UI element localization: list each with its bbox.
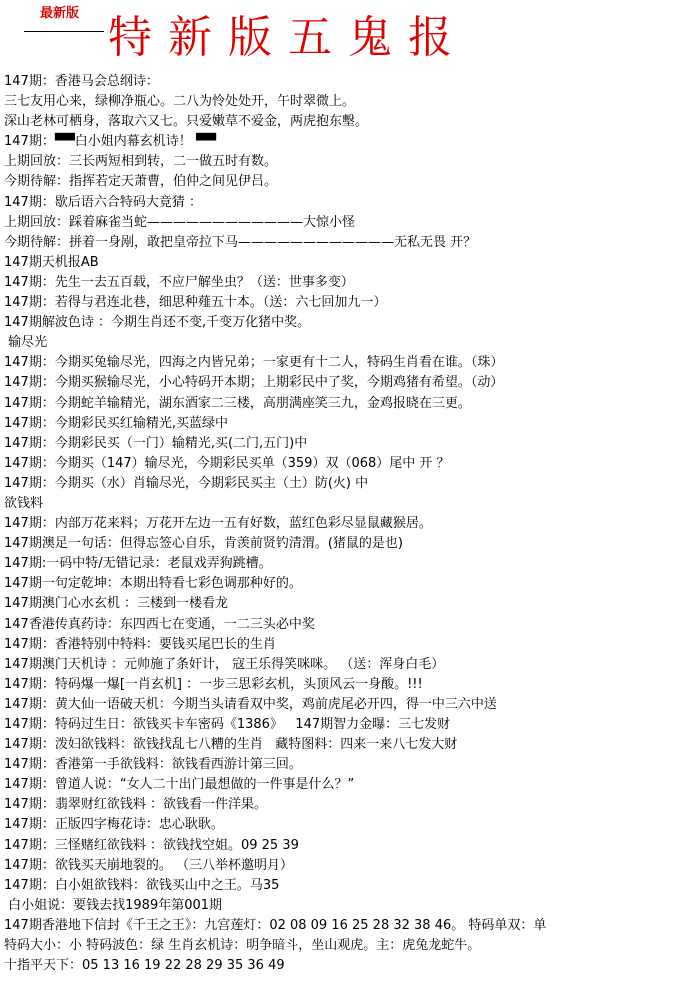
text-line: 输尽光 xyxy=(4,335,48,351)
text-line: 147期澳门心水玄机 ：三楼到一楼看龙 xyxy=(4,596,228,612)
badge-underline xyxy=(24,31,104,32)
text-line: 147期解波色诗 ：今期生肖还不变,千变万化猪中奖。 xyxy=(4,315,311,331)
text-line: 147期一句定乾坤：本期出特看七彩色调那种好的。 xyxy=(4,576,302,592)
text-line: 147期：特码爆一爆[一肖玄机] ：一步三思彩玄机，头顶风云一身酸。!!! xyxy=(4,676,423,692)
text-line: 三七友用心来，绿柳净瓶心。二八为怜处处开，午时翠微上。 xyxy=(4,94,356,110)
text-line: 147期：歇后语六合特码大竟猜 ： xyxy=(4,194,202,210)
text-line: 147期：香港第一手欲钱料：欲钱看西游计第三回。 xyxy=(4,757,302,773)
page-title: 特新版五鬼报 xyxy=(108,12,468,63)
text-line: 深山老林可栖身，落取六又七。只爱嫩草不爱金，两虎抱东墼。 xyxy=(4,114,369,130)
text-line: 147期：香港马会总纲诗： xyxy=(4,74,159,89)
text-line: 147期澳门天机诗 ：元帅施了条奸计， 寇王乐得笑咪咪。 （送：浑身白毛） xyxy=(4,656,445,672)
text-line: 147期：香港特别中特料：要钱买尾巴长的生肖 xyxy=(4,636,276,652)
text-line: 147香港传真药诗：东四西七在变通，一二三头必中奖 xyxy=(4,616,315,632)
text-line: 上期回放：三长两短相到转，二一做五时有数。 xyxy=(4,154,278,170)
text-line: 147期：今期买兔输尽光，四海之内皆兄弟；一家更有十二人，特码生肖看在谁。（珠） xyxy=(4,355,504,371)
text-line: 147期：先生一去五百载，不应尸解坐虫？（送：世事多变） xyxy=(4,274,354,290)
text-line: 十指平天下：05 13 16 19 22 28 29 35 36 49 xyxy=(4,958,285,974)
text-line: 147期：今期买（水）肖输尽光，今期彩民买主（土）防(火) 中 xyxy=(4,475,369,491)
text-line: 147期：正版四字梅花诗：忠心耿耿。 xyxy=(4,817,224,833)
text-line: 上期回放：踩着麻雀当蛇————————————大惊小怪 xyxy=(4,214,356,230)
text-line: 147期：三怪赌红欲钱料 ：欲钱找空姐。09 25 39 xyxy=(4,837,299,853)
text-line: 今期待解：拼着一身剐，敢把皇帝拉下马————————————无私无畏 开？ xyxy=(4,234,477,250)
text-line: 白小姐说：要钱去找1989年第001期 xyxy=(4,897,223,913)
text-line: 147期：泼妇欲钱料：欲钱找乱七八糟的生肖 藏特图料：四来一来八七发大财 xyxy=(4,737,458,753)
text-line: 147期：今期彩民买红输精光,买蓝绿中 xyxy=(4,415,228,431)
latest-edition-badge: 最新版 xyxy=(40,6,80,21)
text-line: 147期：白小姐欲钱料：欲钱买山中之王。马35 xyxy=(4,877,280,893)
text-line: 147期：特码过生日：欲钱买卡车密码《1386》 147期智力金曝：三七发财 xyxy=(4,717,451,732)
text-line: 特码大小：小 特码波色：绿 生肖玄机诗：明争暗斗，坐山观虎。主：虎兔龙蛇牛。 xyxy=(4,938,481,954)
text-line: 147期澳足一句话：但得忘签心自乐，肯羡前贤钓清渭。(猪鼠的是也) xyxy=(4,536,403,552)
text-line: 147期香港地下信封《千王之王》：九宫莲灯：02 08 09 16 25 28 32 38 46。 特码单双：单 xyxy=(4,917,547,933)
content-lines xyxy=(4,72,694,976)
text-line: 147期：若得与君连北巷，细思种薤五十本。（送：六七回加九一） xyxy=(4,295,387,311)
text-line: 今期待解：指挥若定天萧曹，伯仲之间见伊吕。 xyxy=(4,174,278,190)
text-line: 147期：黄大仙一语破天机：今期当头请看双中奖，鸡前虎尾必开四，得一中三六中送 xyxy=(4,696,497,712)
text-line: 147期天机报AB xyxy=(4,254,99,270)
text-line: 147期：今期蛇羊输精光，湖东酒家二三楼，高朋满座笑三九，金鸡报晓在三更。 xyxy=(4,395,471,411)
text-line: 147期：今期买（147）输尽光，今期彩民买单（359）双（068）尾中 开 ？ xyxy=(4,455,450,471)
text-line: 147期：曾道人说：“女人二十出门最想做的一件事是什么？” xyxy=(4,777,355,793)
text-line: 147期：今期买猴输尽光，小心特码开本期；上期彩民中了奖，今期鸡猪有希望。（动） xyxy=(4,375,504,391)
text-line: 147期：欲钱买天崩地裂的。 （三八举杯邀明月） xyxy=(4,857,293,873)
text-line: 147期：内部万花来料；万花开左边一五有好数，蓝红色彩尽显鼠藏猴居。 xyxy=(4,516,432,532)
text-line: 147期：▀▀白小姐内幕玄机诗！ ▀▀ xyxy=(4,134,216,150)
text-line: 147期：翡翠财红欲钱料 ：欲钱看一件洋果。 xyxy=(4,797,267,813)
text-line: 147期：今期彩民买（一门）输精光,买(二门,五门)中 xyxy=(4,435,308,451)
text-line: 147期:一码中特/无错记录：老鼠戏弄狗跳槽。 xyxy=(4,556,272,572)
text-line: 欲钱料 xyxy=(4,495,44,511)
